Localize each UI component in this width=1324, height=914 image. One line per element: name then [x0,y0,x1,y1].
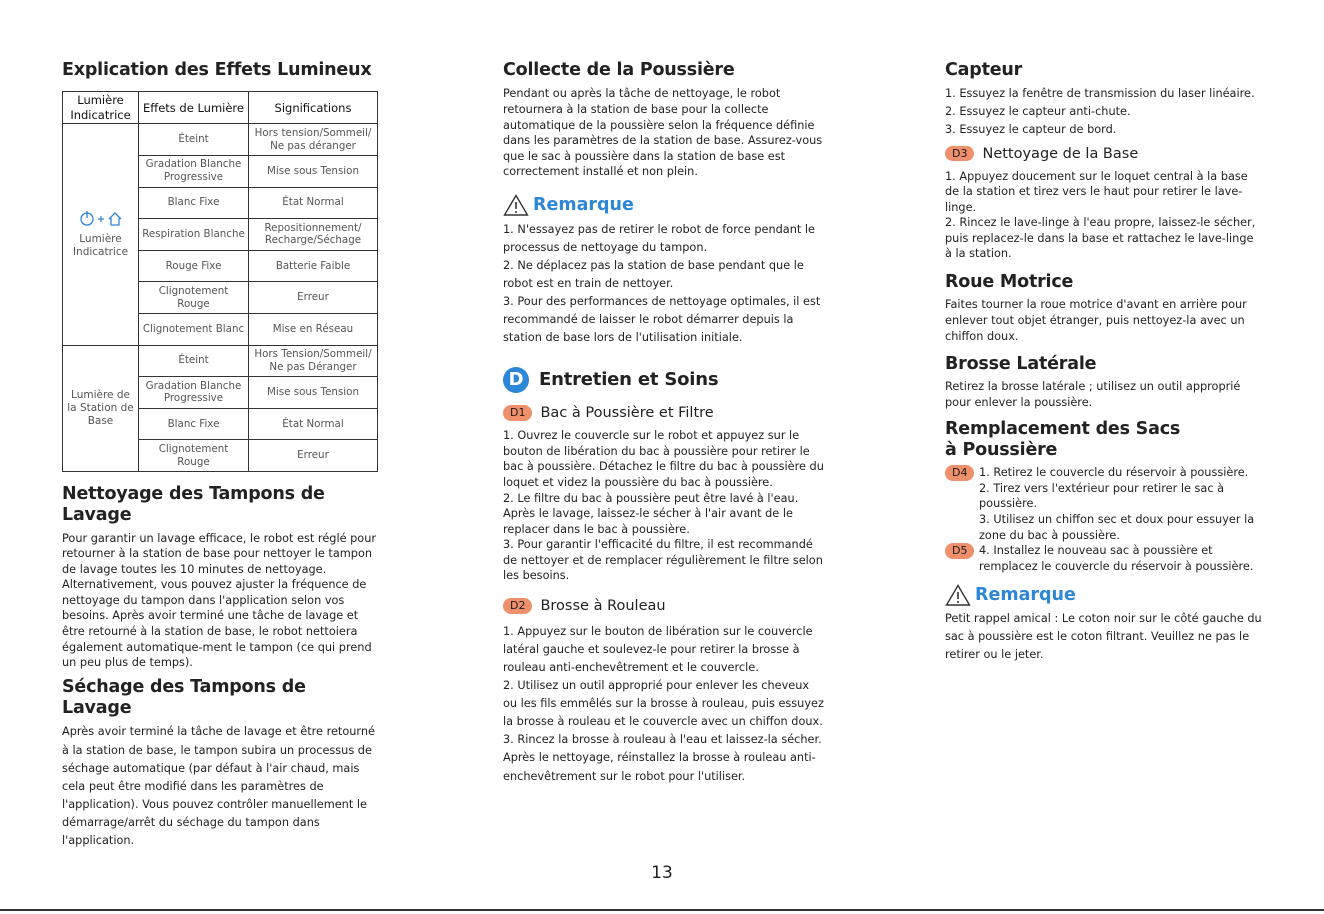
side-brush-text: Retirez la brosse latérale ; utilisez un outil approprié pour enlever la poussière. [945,380,1241,409]
meaning-cell: État Normal [249,408,378,440]
group-label: Lumière [79,233,122,246]
power-home-icon [65,209,136,232]
d1-title: Bac à Poussière et Filtre [540,405,714,422]
sensor-title: Capteur [945,60,1023,80]
d3-heading [945,146,1263,162]
maintenance-title: Entretien et Soins [539,369,719,391]
list-item: 3. Pour garantir l'efficacité du filtre, il est recommandé de nettoyer et de remplacer régulièrement le filtre selon les besoins. [503,538,823,583]
effect-cell: Gradation Blanche Progressive [139,377,249,409]
list-item: 1. N'essayez pas de retirer le robot de force pendant le processus de nettoyage du tampon. [503,222,815,254]
dust-collection-text: Pendant ou après la tâche de nettoyage, le robot retournera à la station de base pour la collecte automatique de la poussière selon la fréquence définie dans les paramètres de la station de base. Assurez-vous que le sac à poussière dans la station de base est correctement installé et non plein. [503,87,823,179]
effect-cell: Rouge Fixe [139,250,249,282]
list-item: 1. Appuyez doucement sur le loquet central à la base de la station et tirez vers le haut pour retirer le lave-linge. [945,169,1248,214]
list-item: 2. Rincez le lave-linge à l'eau propre, laissez-le sécher, puis replacez-le dans la base et rattachez le lave-linge à la station. [945,216,1256,261]
table-header: Significations [249,92,378,124]
effect-cell: Gradation Blanche Progressive [139,155,249,187]
list-item: 2. Ne déplacez pas la station de base pendant que le robot est en train de nettoyer. [503,258,804,290]
meaning-cell: État Normal [249,187,378,219]
effect-cell: Éteint [139,124,249,156]
footer-divider [0,909,1324,911]
meaning-cell: Batterie Faible [249,250,378,282]
table-row [63,124,378,156]
drive-wheel-title: Roue Motrice [945,272,1074,292]
list-item: 1. Appuyez sur le bouton de libération sur le couvercle latéral gauche et soulevez-le pour retirer la brosse à rouleau anti-enchevêtrement et le couvercle. [503,625,813,675]
d2-heading [503,598,825,614]
warning-icon [945,584,971,606]
effect-cell: Clignotement Rouge [139,440,249,472]
remark-list [503,221,825,347]
meaning-cell: Mise en Réseau [249,313,378,345]
d5-list [979,543,1263,574]
list-item: 1. Ouvrez le couvercle sur le robot et appuyez sur le bouton de libération du bac à poussière pour retirer le bac à poussière. Détachez le filtre du bac à poussière du loquet et videz la poussière du bac à poussière. [503,429,824,489]
list-item: 2. Tirez vers l'extérieur pour retirer le sac à poussière. [979,481,1225,511]
effect-cell: Clignotement Blanc [139,313,249,345]
pad-drying-title: Séchage des Tampons de Lavage [62,676,306,719]
d4-tag: D4 [945,465,974,481]
list-item: 1. Retirez le couvercle du réservoir à poussière. [979,466,1249,480]
d5-tag: D5 [945,543,974,559]
list-item: 3. Pour des performances de nettoyage optimales, il est recommandé de laisser le robot démarrer depuis la station de base lors de l'utilisation initiale. [503,295,821,345]
warning-icon [503,194,529,216]
effect-cell: Éteint [139,345,249,377]
d3-tag: D3 [945,146,974,162]
d2-tag: D2 [503,598,532,614]
side-brush-title: Brosse Latérale [945,354,1097,375]
effect-cell: Respiration Blanche [139,219,249,251]
light-effects-table [62,91,378,472]
table-header: Lumière Indicatrice [63,92,139,124]
remark-label: Remarque [975,585,1076,606]
meaning-cell: Hors tension/Sommeil/ Ne pas déranger [249,124,378,156]
d4-block [945,465,1263,543]
remark-heading [945,584,1263,606]
d5-block [945,543,1263,574]
table-row [63,345,378,377]
remark-label: Remarque [533,194,634,215]
d4-list [979,465,1263,543]
list-item: 2. Utilisez un outil approprié pour enlever les cheveux ou les fils emmêlés sur la brosse à rouleau, puis essuyez la brosse à rouleau et le couvercle avec un chiffon doux. [503,679,824,729]
sensor-list [945,85,1263,139]
meaning-cell: Repositionnement/ Recharge/Séchage [249,219,378,251]
meaning-cell: Mise sous Tension [249,377,378,409]
d1-tag: D1 [503,405,532,421]
list-item: 2. Essuyez le capteur anti-chute. [945,105,1131,119]
remark-heading [503,194,825,216]
list-item: 2. Le filtre du bac à poussière peut être lavé à l'eau. Après le lavage, laissez-le sécher à l'air avant de le replacer dans le bac à poussière. [503,491,799,536]
list-item: 4. Installez le nouveau sac à poussière et remplacez le couvercle du réservoir à poussière. [979,544,1254,573]
d2-list [503,623,825,786]
column-left [62,60,380,850]
maintenance-heading [503,367,825,393]
column-right [945,60,1263,665]
effect-cell: Blanc Fixe [139,187,249,219]
pad-cleaning-title: Nettoyage des Tampons de Lavage [62,483,325,526]
pad-cleaning-text: Pour garantir un lavage efficace, le robot est réglé pour retourner à la station de base pour nettoyer le tampon de lavage toutes les 10 minutes de nettoyage. Alternativement, vous pouvez ajuster la fréquence de nettoyage du tampon dans l'application selon vos besoins. Après avoir terminé une tâche de lavage et être retourné à la station de base, le robot nettoiera également automatique-ment le tampon (ce qui prend un peu plus de temps). [62,531,377,670]
effect-cell: Clignotement Rouge [139,282,249,314]
d2-title: Brosse à Rouleau [540,598,666,615]
indicator-light-group [63,124,139,345]
list-item: 3. Rincez la brosse à rouleau à l'eau et laissez-la sécher. Après le nettoyage, réinstallez la brosse à rouleau anti-enchevêtrement sur le robot pour l'utiliser. [503,733,822,783]
list-item: 1. Essuyez la fenêtre de transmission du laser linéaire. [945,87,1255,101]
dust-collection-title: Collecte de la Poussière [503,60,735,80]
meaning-cell: Erreur [249,440,378,472]
section-d-badge: D [503,367,529,393]
d1-list [503,428,825,584]
effect-cell: Blanc Fixe [139,408,249,440]
table-header: Effets de Lumière [139,92,249,124]
light-effects-title: Explication des Effets Lumineux [62,60,372,80]
column-middle [503,60,825,786]
dust-bag-title: Remplacement des Sacs à Poussière [945,418,1181,460]
list-item: 3. Utilisez un chiffon sec et doux pour essuyer la zone du bac à poussière. [979,513,1255,542]
d3-title: Nettoyage de la Base [982,145,1139,162]
d1-heading [503,405,825,421]
page-number: 13 [651,863,673,883]
meaning-cell: Mise sous Tension [249,155,378,187]
group-label: Indicatrice [72,246,129,259]
station-light-group: Lumière de la Station de Base [63,345,139,471]
meaning-cell: Hors Tension/Sommeil/ Ne pas Déranger [249,345,378,377]
d3-list [945,169,1263,262]
meaning-cell: Erreur [249,282,378,314]
remark-text: Petit rappel amical : Le coton noir sur le côté gauche du sac à poussière est le coton filtrant. Veuillez ne pas le retirer ou le jeter. [945,612,1262,662]
drive-wheel-text: Faites tourner la roue motrice d'avant en arrière pour enlever tout objet étranger, puis nettoyez-la avec un chiffon doux. [945,298,1247,343]
pad-drying-text: Après avoir terminé la tâche de lavage et être retourné à la station de base, le tampon subira un processus de séchage automatique (par défaut à l'air chaud, mais cela peut être modifié dans les paramètres de l'application). Vous pouvez contrôler manuellement le démarrage/arrêt du séchage du tampon dans l'application. [62,725,375,847]
list-item: 3. Essuyez le capteur de bord. [945,123,1117,137]
